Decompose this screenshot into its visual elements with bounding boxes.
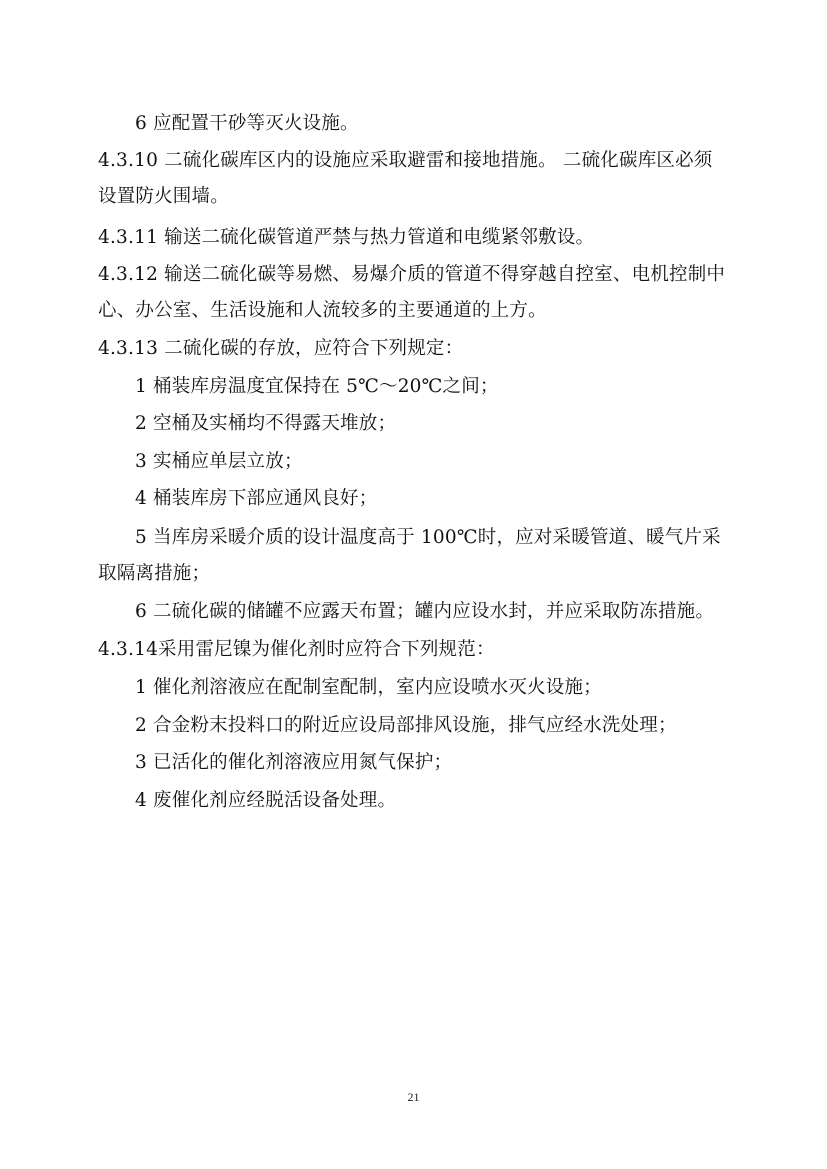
- clause-4-3-10: 4.3.10 二硫化碳库区内的设施应采取避雷和接地措施。 二硫化碳库区必须: [98, 150, 713, 171]
- list-item-3-single-layer: 3 实桶应单层立放；: [135, 451, 303, 472]
- list-item-2-exhaust: 2 合金粉末投料口的附近应设局部排风设施，排气应经水洗处理；: [135, 715, 677, 736]
- clause-4-3-14: 4.3.14采用雷尼镍为催化剂时应符合下列规范：: [98, 639, 495, 660]
- list-item-3-nitrogen: 3 已活化的催化剂溶液应用氮气保护；: [135, 752, 453, 773]
- clause-4-3-12: 4.3.12 输送二硫化碳等易燃、易爆介质的管道不得穿越自控室、电机控制中: [98, 264, 726, 285]
- list-item-6-storage-tank: 6 二硫化碳的储罐不应露天布置；罐内应设水封，并应采取防冻措施。: [135, 601, 715, 622]
- clause-4-3-10-continued: 设置防火围墙。: [98, 186, 229, 207]
- clause-4-3-12-continued: 心、办公室、生活设施和人流较多的主要通道的上方。: [98, 300, 547, 321]
- list-item-1-catalyst-prep: 1 催化剂溶液应在配制室配制，室内应设喷水灭火设施；: [135, 677, 602, 698]
- list-item-5-continued: 取隔离措施；: [98, 563, 211, 584]
- list-item-6-dry-sand: 6 应配置干砂等灭火设施。: [135, 113, 359, 134]
- clause-4-3-13: 4.3.13 二硫化碳的存放，应符合下列规定：: [98, 338, 464, 359]
- page-number: 21: [407, 1090, 420, 1104]
- list-item-2-no-outdoor: 2 空桶及实桶均不得露天堆放；: [135, 413, 397, 434]
- clause-4-3-11: 4.3.11 输送二硫化碳管道严禁与热力管道和电缆紧邻敷设。: [98, 227, 595, 248]
- list-item-5-heating: 5 当库房采暖介质的设计温度高于 100℃时，应对采暖管道、暖气片采: [135, 527, 721, 548]
- list-item-4-ventilation: 4 桶装库房下部应通风良好；: [135, 488, 378, 509]
- list-item-4-deactivation: 4 废催化剂应经脱活设备处理。: [135, 790, 397, 811]
- list-item-1-temperature: 1 桶装库房温度宜保持在 5℃～20℃之间；: [135, 376, 499, 397]
